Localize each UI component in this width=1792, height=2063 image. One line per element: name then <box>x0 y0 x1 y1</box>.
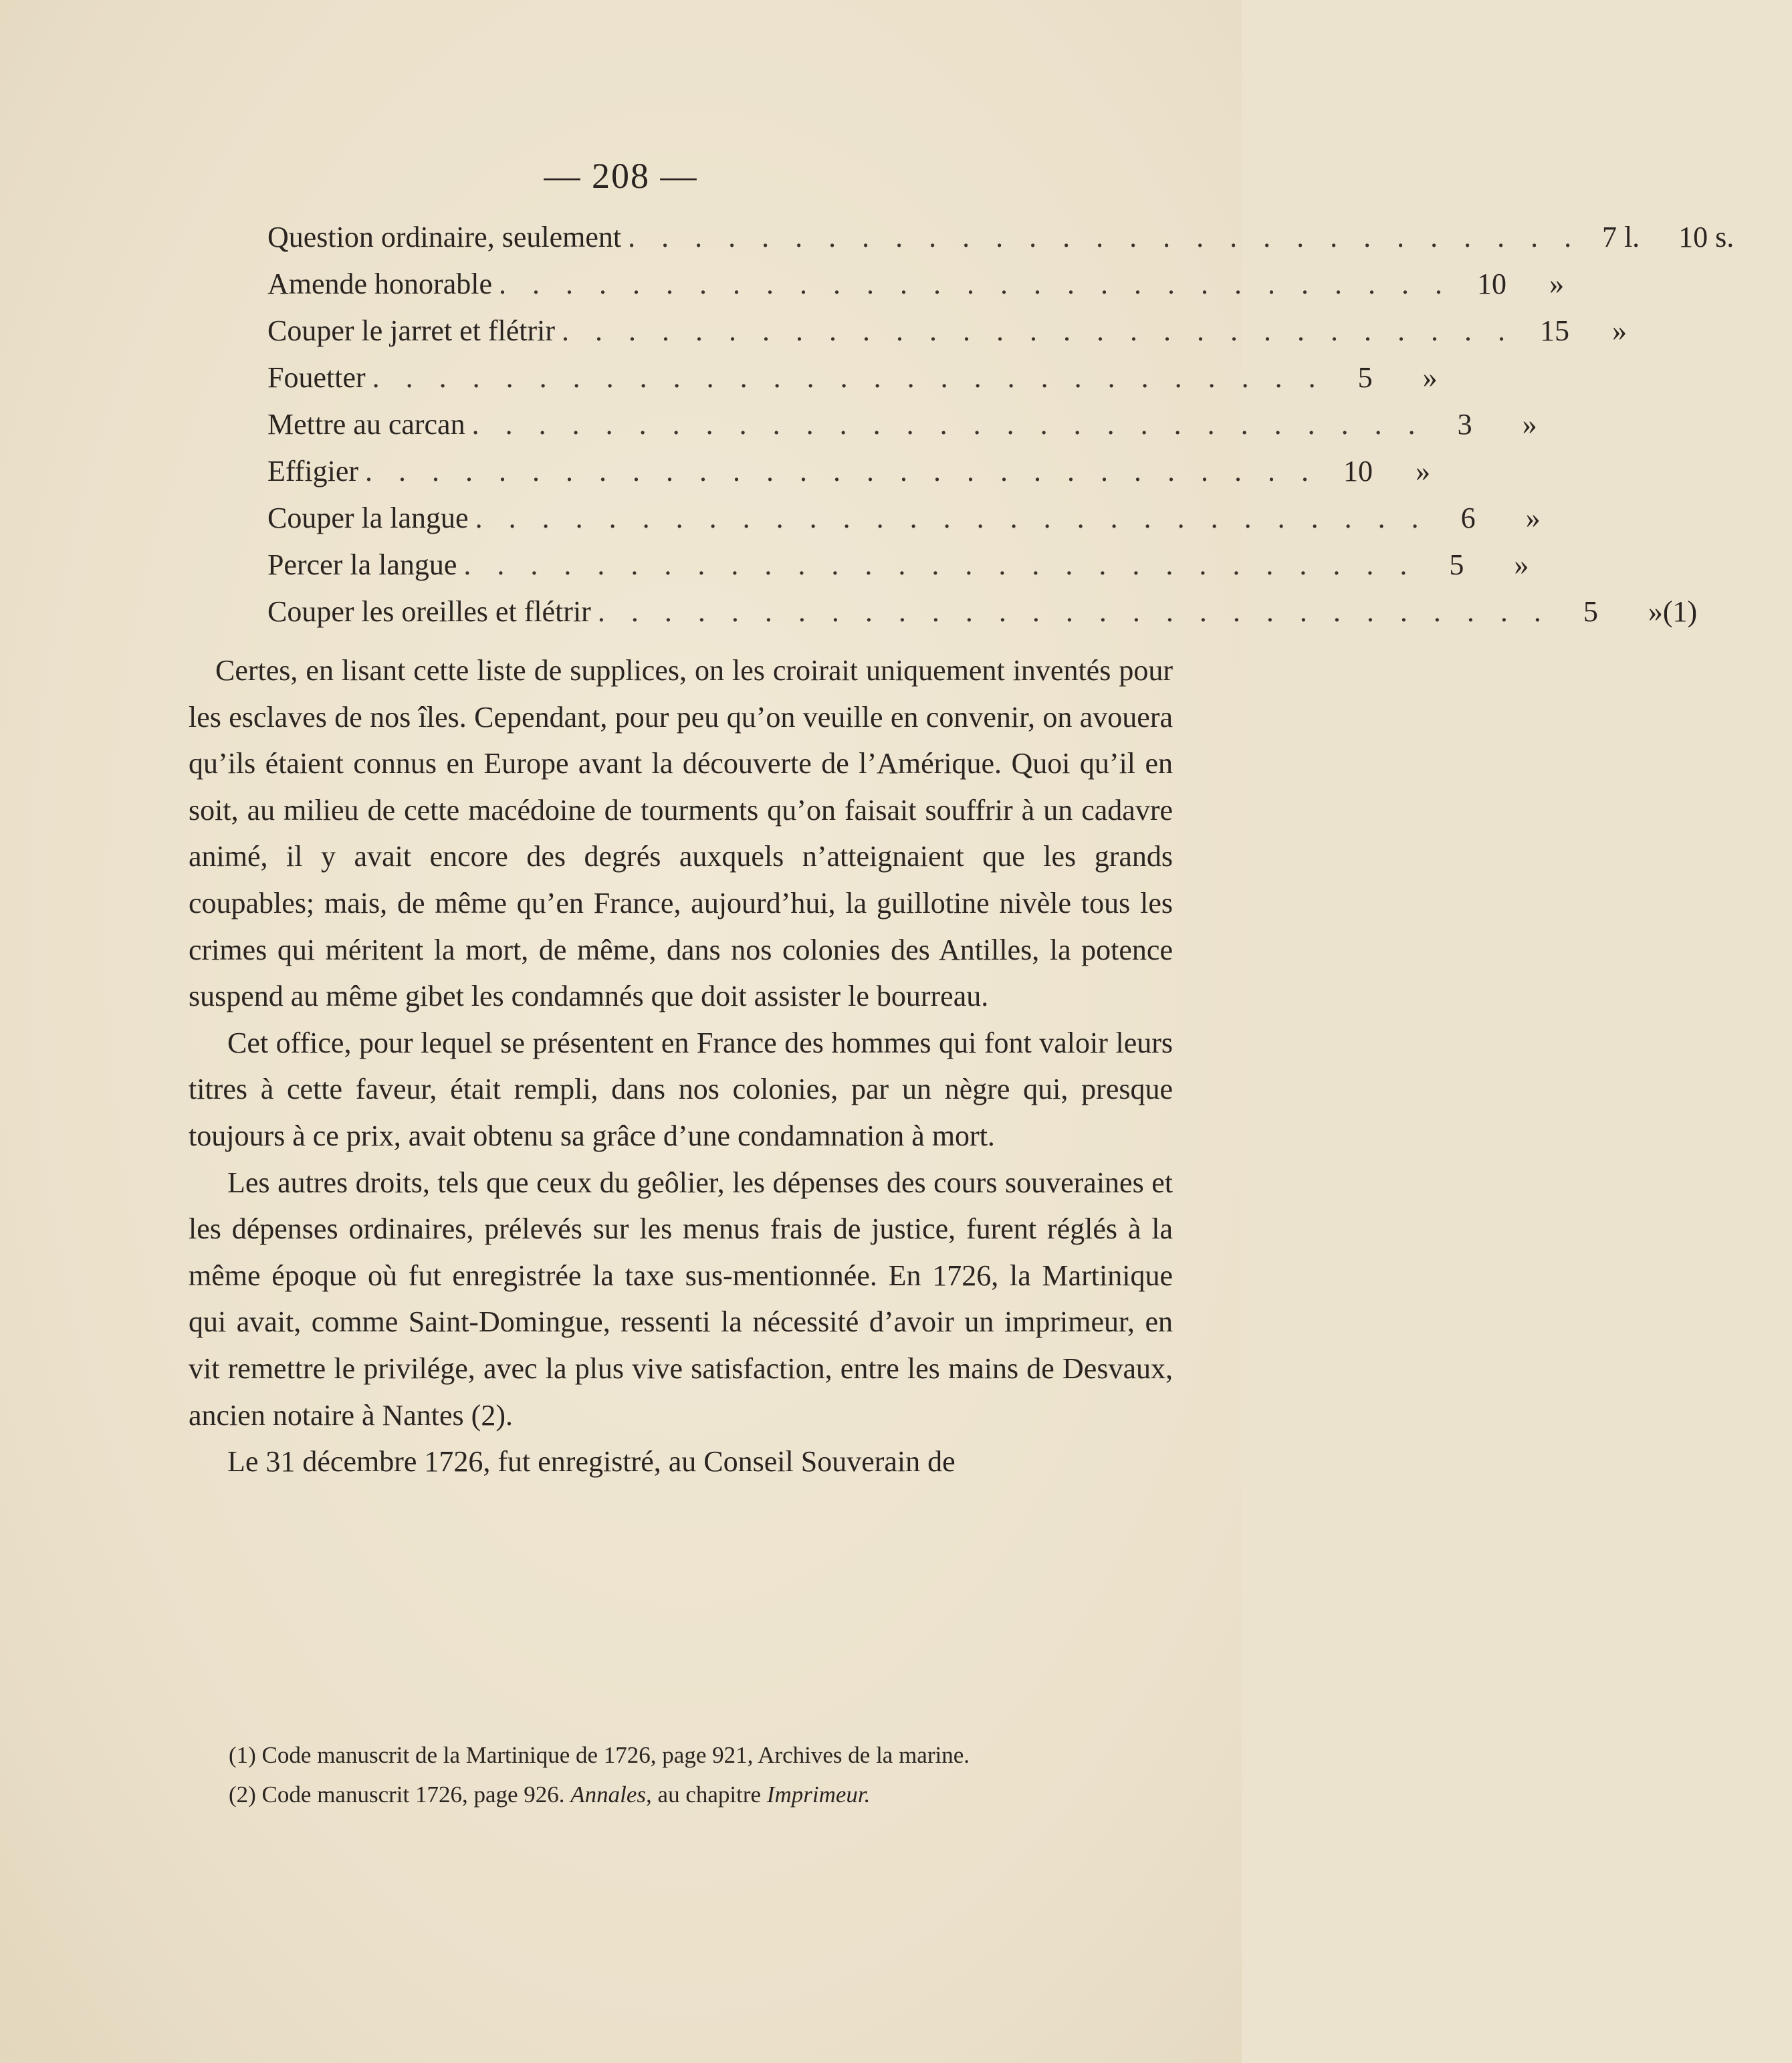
dot-leader: . . . . . . . . . . . . . . . . . . . . . . . . . . . . . <box>628 221 1581 253</box>
dot-leader: . . . . . . . . . . . . . . . . . . . . . . . . . . . . . <box>365 455 1319 487</box>
tariff-amount: 10 <box>1343 455 1373 487</box>
tariff-label: Percer la langue <box>267 548 457 581</box>
paragraph: Les autres droits, tels que ceux du geôlier, les dépenses des cours souveraines et les dépenses ordinaires, prélevés sur les menus frais de justice, furent réglés à la même époque où fut enregistrée la taxe sus-mentionnée. En 1726, la Martinique qui avait, comme Saint-Domingue, ressenti la nécessité d’avoir un imprimeur, en vit remettre le privilége, avec la plus vive satisfaction, entre les mains de Desvaux, ancien notaire à Nantes (2). <box>189 1166 1173 1432</box>
dot-leader: . . . . . . . . . . . . . . . . . . . . . . . . . . . . . <box>471 408 1425 441</box>
dot-leader: . . . . . . . . . . . . . . . . . . . . . . . . . . . . . <box>499 267 1452 300</box>
tariff-amount: 15 <box>1540 314 1570 347</box>
punishment-tariff-list <box>267 214 1734 635</box>
tariff-label: Couper le jarret et flétrir <box>267 314 556 347</box>
paragraph: Le 31 décembre 1726, fut enregistré, au Conseil Souverain de <box>227 1445 956 1479</box>
tariff-amount: 5 <box>1449 548 1464 581</box>
footnote-2-chapter: Imprimeur. <box>766 1781 871 1808</box>
tariff-row <box>267 261 1564 308</box>
tariff-row <box>267 308 1628 354</box>
tariff-unit: » <box>1416 455 1431 487</box>
tariff-row <box>267 354 1438 401</box>
tariff-unit: »(1) <box>1648 595 1698 628</box>
tariff-label: Fouetter <box>267 361 366 394</box>
footnote-1: (1) Code manuscrit de la Martinique de 1726, page 921, Archives de la marine. <box>229 1742 970 1768</box>
tariff-unit: » <box>1422 361 1438 394</box>
dot-leader: . . . . . . . . . . . . . . . . . . . . . . . . . . . . . <box>475 502 1428 534</box>
dot-leader: . . . . . . . . . . . . . . . . . . . . . . . . . . . . . <box>372 361 1325 394</box>
page-number: — 208 — <box>544 156 698 196</box>
tariff-amount: 7 l. <box>1601 221 1640 253</box>
tariff-row <box>267 588 1698 635</box>
dot-leader: . . . . . . . . . . . . . . . . . . . . . . . . . . . . . <box>463 548 1417 581</box>
tariff-row <box>267 542 1529 588</box>
tariff-label: Couper les oreilles et flétrir <box>267 595 591 628</box>
tariff-unit: » <box>1549 267 1564 300</box>
tariff-row <box>267 495 1541 542</box>
footnote-2-middle: au chapitre <box>651 1781 767 1808</box>
tariff-amount: 5 <box>1357 361 1373 394</box>
dot-leader: . . . . . . . . . . . . . . . . . . . . . . . . . . . . . <box>562 314 1515 347</box>
tariff-amount: 6 <box>1460 502 1476 534</box>
tariff-unit: » <box>1525 502 1541 534</box>
footnote-2-source: (2) Code manuscrit 1726, page 926. <box>229 1781 571 1808</box>
tariff-amount: 3 <box>1457 408 1472 441</box>
footnote-2 <box>189 1777 1173 1812</box>
paragraph: Certes, en lisant cette liste de supplices, on les croirait uniquement inventés pour les esclaves de nos îles. Cependant, pour peu qu’on veuille en convenir, on avouera qu’ils étaient connus en Europe avant la découverte de l’Amérique. Quoi qu’il en soit, au milieu de cette macédoine de tourments qu’on faisait souffrir à un cadavre animé, il y avait encore des degrés auxquels n’atteignaient que les grands coupables; mais, de même qu’en France, aujourd’hui, la guillotine nivèle tous les crimes qui méritent la mort, de même, dans nos colonies des Antilles, la potence suspend au même gibet les condamnés que doit assister le bourreau. <box>189 654 1173 1013</box>
body-text <box>189 647 1173 1485</box>
footnote-2-annales: Annales, <box>570 1781 652 1808</box>
tariff-label: Question ordinaire, seulement <box>267 221 622 253</box>
tariff-unit: » <box>1612 314 1628 347</box>
tariff-label: Amende honorable <box>267 267 492 300</box>
tariff-label: Mettre au carcan <box>267 408 465 441</box>
tariff-amount: 5 <box>1583 595 1598 628</box>
tariff-label: Couper la langue <box>267 502 469 534</box>
paragraph: Cet office, pour lequel se présentent en France des hommes qui font valoir leurs titres à cette faveur, était rempli, dans nos colonies, par un nègre qui, presque toujours à ce prix, avait obtenu sa grâce d’une condamnation à mort. <box>189 1026 1173 1152</box>
tariff-unit: » <box>1514 548 1529 581</box>
tariff-label: Effigier <box>267 455 359 487</box>
tariff-row <box>267 448 1431 495</box>
tariff-row <box>267 401 1537 448</box>
footnotes <box>189 1737 1173 1816</box>
dot-leader: . . . . . . . . . . . . . . . . . . . . . . . . . . . . . <box>597 595 1551 628</box>
tariff-amount: 10 <box>1477 267 1506 300</box>
tariff-unit: 10 s. <box>1678 221 1734 253</box>
tariff-row <box>267 214 1734 261</box>
tariff-unit: » <box>1522 408 1537 441</box>
